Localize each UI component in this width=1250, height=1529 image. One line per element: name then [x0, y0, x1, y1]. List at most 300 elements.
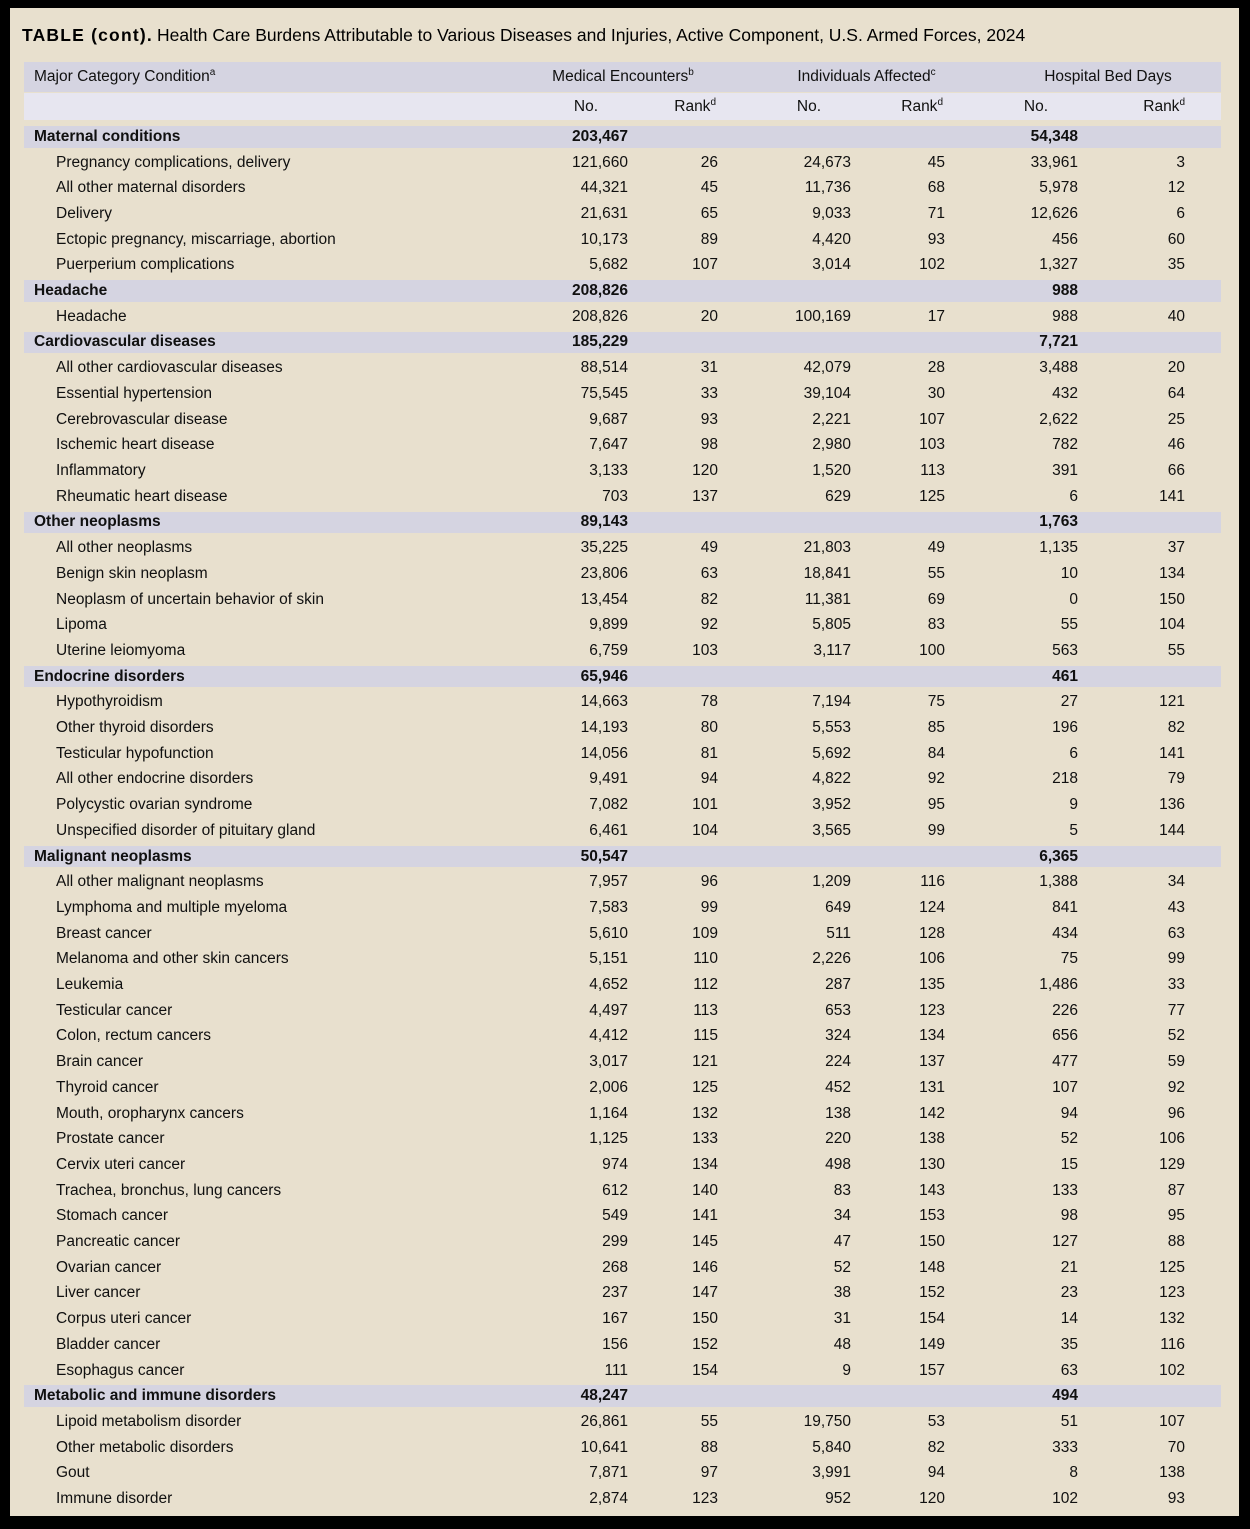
hospital-bed-days-rank: 116 — [1160, 1335, 1185, 1353]
individuals-affected-rank: 30 — [927, 384, 945, 402]
individuals-affected-no: 629 — [825, 487, 851, 505]
table-row — [24, 792, 1221, 818]
hospital-bed-days-rank: 37 — [1167, 539, 1185, 557]
condition-label: Benign skin neoplasm — [56, 564, 208, 582]
medical-encounters-rank: 137 — [692, 487, 718, 505]
individuals-affected-no: 47 — [833, 1233, 851, 1251]
medical-encounters-no: 237 — [602, 1284, 628, 1302]
table-row — [24, 1409, 1221, 1435]
condition-label: Hypothyroidism — [56, 693, 163, 711]
individuals-affected-no: 7,194 — [812, 693, 851, 711]
footnote-marker-d: d — [1179, 96, 1185, 108]
individuals-affected-rank: 94 — [927, 1464, 945, 1482]
condition-label: Gout — [56, 1464, 90, 1482]
table-row — [24, 561, 1221, 587]
category-medical-encounters-no: 50,547 — [580, 847, 628, 865]
individuals-affected-no: 224 — [825, 1053, 851, 1071]
hospital-bed-days-rank: 35 — [1167, 256, 1185, 274]
table-row — [24, 587, 1221, 613]
category-row — [24, 1383, 1221, 1409]
individuals-affected-no: 3,991 — [812, 1464, 851, 1482]
individuals-affected-no: 11,736 — [804, 179, 851, 197]
subheader-me-rank: Rank$^d$ — [674, 96, 716, 115]
condition-label: Stomach cancer — [56, 1207, 168, 1225]
table-row — [24, 767, 1221, 793]
individuals-affected-rank: 17 — [927, 307, 945, 325]
table-row — [24, 1049, 1221, 1075]
category-label: Cardiovascular diseases — [34, 333, 216, 351]
hospital-bed-days-rank: 134 — [1159, 564, 1185, 582]
category-medical-encounters-no: 65,946 — [580, 667, 628, 685]
condition-label: Ischemic heart disease — [56, 436, 215, 454]
medical-encounters-no: 703 — [602, 487, 628, 505]
hospital-bed-days-rank: 138 — [1159, 1464, 1185, 1482]
individuals-affected-no: 2,221 — [812, 410, 851, 428]
medical-encounters-rank: 125 — [692, 1078, 718, 1096]
category-label: Headache — [34, 282, 108, 300]
individuals-affected-rank: 148 — [919, 1258, 945, 1276]
table-row — [24, 869, 1221, 895]
medical-encounters-rank: 98 — [700, 436, 718, 454]
table-row — [24, 1075, 1221, 1101]
medical-encounters-rank: 133 — [692, 1130, 718, 1148]
table-row — [24, 818, 1221, 844]
individuals-affected-no: 5,840 — [812, 1438, 851, 1456]
medical-encounters-no: 14,663 — [580, 693, 628, 711]
medical-encounters-rank: 109 — [692, 924, 718, 942]
category-hospital-bed-days-no: 988 — [1052, 282, 1078, 300]
individuals-affected-rank: 134 — [919, 1027, 945, 1045]
table-row — [24, 921, 1221, 947]
category-hospital-bed-days-no: 6,365 — [1039, 847, 1078, 865]
hospital-bed-days-rank: 64 — [1167, 384, 1185, 402]
table-body — [24, 124, 1221, 1512]
condition-label: Headache — [56, 307, 127, 325]
header-major-category-condition: Major Category Condition$^a$ — [34, 66, 216, 85]
individuals-affected-no: 3,117 — [813, 641, 851, 659]
medical-encounters-rank: 65 — [700, 204, 718, 222]
individuals-affected-rank: 153 — [919, 1207, 945, 1225]
individuals-affected-no: 952 — [825, 1490, 851, 1508]
condition-label: Puerperium complications — [56, 256, 235, 274]
individuals-affected-rank: 28 — [927, 359, 945, 377]
medical-encounters-no: 5,610 — [589, 924, 628, 942]
medical-encounters-no: 3,017 — [589, 1053, 628, 1071]
hospital-bed-days-rank: 20 — [1167, 359, 1185, 377]
category-hospital-bed-days-no: 7,721 — [1039, 333, 1078, 351]
table-row — [24, 150, 1221, 176]
medical-encounters-no: 35,225 — [580, 539, 628, 557]
hospital-bed-days-rank: 102 — [1159, 1361, 1185, 1379]
condition-label: Lymphoma and multiple myeloma — [56, 898, 288, 916]
table-row — [24, 1152, 1221, 1178]
medical-encounters-rank: 104 — [692, 821, 718, 839]
hospital-bed-days-no: 2,622 — [1039, 410, 1078, 428]
individuals-affected-rank: 143 — [919, 1181, 945, 1199]
medical-encounters-no: 1,125 — [589, 1130, 628, 1148]
category-label: Metabolic and immune disorders — [34, 1387, 277, 1405]
individuals-affected-rank: 138 — [919, 1130, 945, 1148]
condition-label: Testicular hypofunction — [56, 744, 214, 762]
medical-encounters-rank: 112 — [693, 976, 718, 994]
hospital-bed-days-no: 3,488 — [1039, 359, 1078, 377]
medical-encounters-no: 5,682 — [589, 256, 628, 274]
medical-encounters-no: 44,321 — [580, 179, 628, 197]
condition-label: Melanoma and other skin cancers — [56, 950, 289, 968]
individuals-affected-no: 38 — [833, 1284, 851, 1302]
individuals-affected-no: 324 — [825, 1027, 851, 1045]
category-label: Other neoplasms — [34, 513, 161, 531]
category-hospital-bed-days-no: 494 — [1052, 1387, 1078, 1405]
footnote-marker-b: b — [688, 66, 694, 78]
medical-encounters-rank: 89 — [700, 230, 718, 248]
medical-encounters-no: 3,133 — [589, 461, 628, 479]
individuals-affected-no: 511 — [826, 924, 851, 942]
medical-encounters-no: 6,759 — [589, 641, 628, 659]
table-row — [24, 1101, 1221, 1127]
individuals-affected-rank: 116 — [920, 873, 945, 891]
condition-label: Other thyroid disorders — [56, 719, 214, 737]
individuals-affected-rank: 53 — [927, 1413, 945, 1430]
medical-encounters-rank: 115 — [693, 1027, 718, 1045]
hospital-bed-days-rank: 63 — [1167, 924, 1185, 942]
hospital-bed-days-no: 6 — [1069, 487, 1078, 505]
hospital-bed-days-no: 23 — [1060, 1284, 1078, 1302]
burden-table — [24, 62, 1221, 1512]
category-row — [24, 278, 1221, 304]
hospital-bed-days-rank: 125 — [1159, 1258, 1185, 1276]
individuals-affected-no: 3,014 — [812, 256, 851, 274]
table-row — [24, 1255, 1221, 1281]
table-row — [24, 1204, 1221, 1230]
hospital-bed-days-no: 841 — [1052, 898, 1078, 916]
individuals-affected-rank: 142 — [919, 1104, 945, 1122]
medical-encounters-no: 156 — [602, 1335, 628, 1353]
medical-encounters-rank: 99 — [700, 898, 718, 916]
hospital-bed-days-rank: 25 — [1167, 410, 1185, 428]
table-row — [24, 689, 1221, 715]
condition-label: Pregnancy complications, delivery — [56, 153, 291, 171]
table-row — [24, 1178, 1221, 1204]
hospital-bed-days-rank: 12 — [1167, 179, 1185, 197]
hospital-bed-days-no: 1,388 — [1039, 873, 1078, 891]
category-row — [24, 844, 1221, 870]
hospital-bed-days-no: 21 — [1060, 1258, 1078, 1276]
footnote-marker-d: d — [937, 96, 943, 108]
table-subheader-row — [24, 93, 1221, 120]
individuals-affected-rank: 125 — [919, 487, 945, 505]
hospital-bed-days-rank: 136 — [1159, 796, 1185, 814]
condition-label: Trachea, bronchus, lung cancers — [56, 1181, 282, 1199]
individuals-affected-no: 19,750 — [803, 1413, 851, 1430]
individuals-affected-rank: 69 — [927, 590, 945, 608]
hospital-bed-days-no: 563 — [1052, 641, 1078, 659]
medical-encounters-rank: 141 — [692, 1207, 718, 1225]
table-row — [24, 253, 1221, 279]
individuals-affected-no: 21,803 — [803, 539, 851, 557]
hospital-bed-days-no: 102 — [1052, 1490, 1078, 1508]
individuals-affected-rank: 100 — [919, 641, 945, 659]
table-row — [24, 638, 1221, 664]
hospital-bed-days-rank: 106 — [1159, 1130, 1185, 1148]
table-row — [24, 1486, 1221, 1512]
individuals-affected-rank: 92 — [927, 770, 945, 788]
medical-encounters-rank: 120 — [692, 461, 718, 479]
condition-label: Rheumatic heart disease — [56, 487, 228, 505]
hospital-bed-days-no: 63 — [1060, 1361, 1078, 1379]
individuals-affected-no: 649 — [825, 898, 851, 916]
individuals-affected-rank: 95 — [927, 796, 945, 814]
hospital-bed-days-rank: 79 — [1167, 770, 1185, 788]
individuals-affected-rank: 45 — [927, 153, 945, 171]
condition-label: Essential hypertension — [56, 384, 212, 402]
individuals-affected-no: 34 — [833, 1207, 851, 1225]
footnote-marker-a: a — [209, 66, 216, 78]
table-row — [24, 1126, 1221, 1152]
medical-encounters-rank: 146 — [692, 1258, 718, 1276]
hospital-bed-days-no: 196 — [1052, 719, 1078, 737]
medical-encounters-no: 5,151 — [589, 950, 628, 968]
category-medical-encounters-no: 185,229 — [571, 333, 628, 351]
individuals-affected-rank: 152 — [919, 1284, 945, 1302]
hospital-bed-days-rank: 99 — [1167, 950, 1185, 968]
medical-encounters-no: 167 — [602, 1310, 628, 1328]
hospital-bed-days-no: 8 — [1069, 1464, 1078, 1482]
table-row — [24, 458, 1221, 484]
footnote-marker-c: c — [930, 66, 936, 78]
table-row — [24, 535, 1221, 561]
individuals-affected-no: 9 — [842, 1361, 851, 1379]
hospital-bed-days-no: 94 — [1060, 1104, 1078, 1122]
individuals-affected-rank: 106 — [919, 950, 945, 968]
individuals-affected-rank: 113 — [920, 461, 945, 479]
category-hospital-bed-days-no: 54,348 — [1030, 127, 1078, 145]
medical-encounters-no: 26,861 — [580, 1413, 628, 1430]
hospital-bed-days-no: 107 — [1052, 1078, 1078, 1096]
hospital-bed-days-no: 52 — [1060, 1130, 1078, 1148]
individuals-affected-no: 3,952 — [812, 796, 851, 814]
condition-label: All other maternal disorders — [56, 179, 246, 197]
table-title-text: Health Care Burdens Attributable to Various Diseases and Injuries, Active Component, U.S. Armed Forces, 2024 — [156, 25, 1026, 45]
hospital-bed-days-rank: 33 — [1167, 976, 1185, 994]
individuals-affected-rank: 68 — [927, 179, 945, 197]
individuals-affected-no: 2,980 — [812, 436, 851, 454]
condition-label: Lipoid metabolism disorder — [56, 1413, 242, 1430]
medical-encounters-rank: 31 — [700, 359, 718, 377]
hospital-bed-days-rank: 88 — [1167, 1233, 1185, 1251]
individuals-affected-no: 3,565 — [812, 821, 851, 839]
hospital-bed-days-no: 1,486 — [1039, 976, 1078, 994]
individuals-affected-rank: 131 — [919, 1078, 945, 1096]
category-row — [24, 124, 1221, 150]
medical-encounters-no: 974 — [602, 1155, 628, 1173]
category-label: Maternal conditions — [34, 127, 181, 145]
individuals-affected-rank: 154 — [919, 1310, 945, 1328]
table-row — [24, 432, 1221, 458]
category-medical-encounters-no: 89,143 — [580, 513, 628, 531]
table-row — [24, 201, 1221, 227]
individuals-affected-no: 1,209 — [812, 873, 851, 891]
condition-label: Thyroid cancer — [56, 1078, 159, 1096]
category-medical-encounters-no: 203,467 — [571, 127, 628, 145]
table-row — [24, 972, 1221, 998]
category-label: Malignant neoplasms — [34, 847, 192, 865]
condition-label: All other neoplasms — [56, 539, 193, 557]
hospital-bed-days-no: 75 — [1060, 950, 1078, 968]
table-row — [24, 1229, 1221, 1255]
medical-encounters-rank: 134 — [692, 1155, 718, 1173]
medical-encounters-no: 14,193 — [580, 719, 628, 737]
table-row — [24, 227, 1221, 253]
medical-encounters-no: 208,826 — [571, 307, 628, 325]
condition-label: Polycystic ovarian syndrome — [56, 796, 253, 814]
individuals-affected-rank: 75 — [927, 693, 945, 711]
individuals-affected-rank: 103 — [919, 436, 945, 454]
hospital-bed-days-no: 6 — [1069, 744, 1078, 762]
table-row — [24, 1281, 1221, 1307]
hospital-bed-days-rank: 144 — [1159, 821, 1185, 839]
medical-encounters-no: 14,056 — [580, 744, 628, 762]
category-row — [24, 330, 1221, 356]
hospital-bed-days-no: 98 — [1060, 1207, 1078, 1225]
condition-label: Lipoma — [56, 616, 107, 634]
individuals-affected-no: 220 — [825, 1130, 851, 1148]
hospital-bed-days-no: 988 — [1052, 307, 1078, 325]
medical-encounters-no: 9,491 — [589, 770, 628, 788]
medical-encounters-rank: 96 — [700, 873, 718, 891]
subheader-hbd-no: No. — [1023, 97, 1048, 115]
footnote-marker-d: d — [710, 96, 716, 108]
category-medical-encounters-no: 208,826 — [571, 282, 628, 300]
hospital-bed-days-no: 0 — [1069, 590, 1078, 608]
medical-encounters-rank: 20 — [700, 307, 718, 325]
medical-encounters-no: 9,687 — [589, 410, 628, 428]
medical-encounters-no: 7,082 — [589, 796, 628, 814]
hospital-bed-days-no: 434 — [1052, 924, 1078, 942]
medical-encounters-rank: 150 — [692, 1310, 718, 1328]
hospital-bed-days-rank: 132 — [1159, 1310, 1185, 1328]
individuals-affected-no: 48 — [833, 1335, 851, 1353]
category-row — [24, 510, 1221, 536]
header-individuals-affected: Individuals Affected$^c$ — [797, 66, 936, 85]
hospital-bed-days-no: 5 — [1069, 821, 1078, 839]
individuals-affected-no: 39,104 — [803, 384, 851, 402]
table-row — [24, 998, 1221, 1024]
individuals-affected-rank: 157 — [919, 1361, 945, 1379]
medical-encounters-no: 549 — [602, 1207, 628, 1225]
hospital-bed-days-no: 12,626 — [1030, 204, 1078, 222]
individuals-affected-no: 31 — [833, 1310, 851, 1328]
individuals-affected-rank: 123 — [919, 1001, 945, 1019]
condition-label: Leukemia — [56, 976, 124, 994]
condition-label: Mouth, oropharynx cancers — [56, 1104, 244, 1122]
hospital-bed-days-rank: 129 — [1159, 1155, 1185, 1173]
medical-encounters-no: 111 — [604, 1361, 628, 1379]
table-row — [24, 355, 1221, 381]
condition-label: Uterine leiomyoma — [56, 641, 186, 659]
individuals-affected-rank: 93 — [927, 230, 945, 248]
hospital-bed-days-rank: 87 — [1167, 1181, 1185, 1199]
condition-label: Pancreatic cancer — [56, 1233, 181, 1251]
medical-encounters-no: 7,647 — [589, 436, 628, 454]
hospital-bed-days-no: 333 — [1052, 1438, 1078, 1456]
medical-encounters-no: 23,806 — [580, 564, 628, 582]
table-title-prefix: TABLE (cont). — [22, 25, 153, 45]
medical-encounters-no: 7,957 — [589, 873, 628, 891]
hospital-bed-days-rank: 59 — [1167, 1053, 1185, 1071]
condition-label: Other metabolic disorders — [56, 1438, 234, 1456]
medical-encounters-rank: 140 — [692, 1181, 718, 1199]
individuals-affected-no: 24,673 — [803, 153, 851, 171]
individuals-affected-no: 11,381 — [804, 590, 851, 608]
hospital-bed-days-no: 15 — [1060, 1155, 1078, 1173]
table-title — [10, 8, 1239, 46]
hospital-bed-days-rank: 77 — [1167, 1001, 1185, 1019]
medical-encounters-rank: 82 — [700, 590, 718, 608]
individuals-affected-no: 52 — [833, 1258, 851, 1276]
individuals-affected-no: 5,692 — [812, 744, 851, 762]
hospital-bed-days-rank: 107 — [1159, 1413, 1185, 1430]
table-row — [24, 947, 1221, 973]
hospital-bed-days-no: 27 — [1060, 693, 1078, 711]
condition-label: All other endocrine disorders — [56, 770, 254, 788]
hospital-bed-days-rank: 60 — [1167, 230, 1185, 248]
individuals-affected-no: 9,033 — [812, 204, 851, 222]
hospital-bed-days-no: 477 — [1052, 1053, 1078, 1071]
table-row — [24, 612, 1221, 638]
hospital-bed-days-no: 1,135 — [1039, 539, 1078, 557]
hospital-bed-days-rank: 52 — [1167, 1027, 1185, 1045]
medical-encounters-rank: 49 — [700, 539, 718, 557]
subheader-ia-no: No. — [796, 97, 821, 115]
individuals-affected-no: 653 — [825, 1001, 851, 1019]
individuals-affected-rank: 82 — [927, 1438, 945, 1456]
medical-encounters-rank: 132 — [692, 1104, 718, 1122]
hospital-bed-days-rank: 93 — [1167, 1490, 1185, 1508]
medical-encounters-rank: 103 — [692, 641, 718, 659]
subheader-hbd-rank: Rank$^d$ — [1143, 96, 1185, 115]
medical-encounters-no: 299 — [602, 1233, 628, 1251]
medical-encounters-no: 9,899 — [589, 616, 628, 634]
table-header-row — [24, 62, 1221, 92]
table-row — [24, 1306, 1221, 1332]
medical-encounters-no: 6,461 — [589, 821, 628, 839]
table-row — [24, 484, 1221, 510]
subheader-me-no: No. — [573, 97, 598, 115]
header-hospital-bed-days: Hospital Bed Days — [1044, 68, 1172, 85]
category-hospital-bed-days-no: 1,763 — [1039, 513, 1078, 531]
hospital-bed-days-no: 218 — [1052, 770, 1078, 788]
medical-encounters-rank: 97 — [700, 1464, 718, 1482]
individuals-affected-no: 1,520 — [812, 461, 851, 479]
hospital-bed-days-rank: 82 — [1167, 719, 1185, 737]
hospital-bed-days-rank: 6 — [1176, 204, 1185, 222]
medical-encounters-rank: 154 — [692, 1361, 718, 1379]
individuals-affected-rank: 83 — [927, 616, 945, 634]
subheader-ia-rank: Rank$^d$ — [901, 96, 943, 115]
individuals-affected-no: 4,822 — [812, 770, 851, 788]
individuals-affected-rank: 135 — [919, 976, 945, 994]
individuals-affected-rank: 150 — [919, 1233, 945, 1251]
medical-encounters-rank: 121 — [692, 1053, 718, 1071]
medical-encounters-rank: 93 — [700, 410, 718, 428]
hospital-bed-days-no: 656 — [1052, 1027, 1078, 1045]
medical-encounters-no: 13,454 — [580, 590, 628, 608]
hospital-bed-days-rank: 96 — [1167, 1104, 1185, 1122]
hospital-bed-days-rank: 70 — [1167, 1438, 1185, 1456]
individuals-affected-rank: 149 — [919, 1335, 945, 1353]
hospital-bed-days-rank: 123 — [1159, 1284, 1185, 1302]
